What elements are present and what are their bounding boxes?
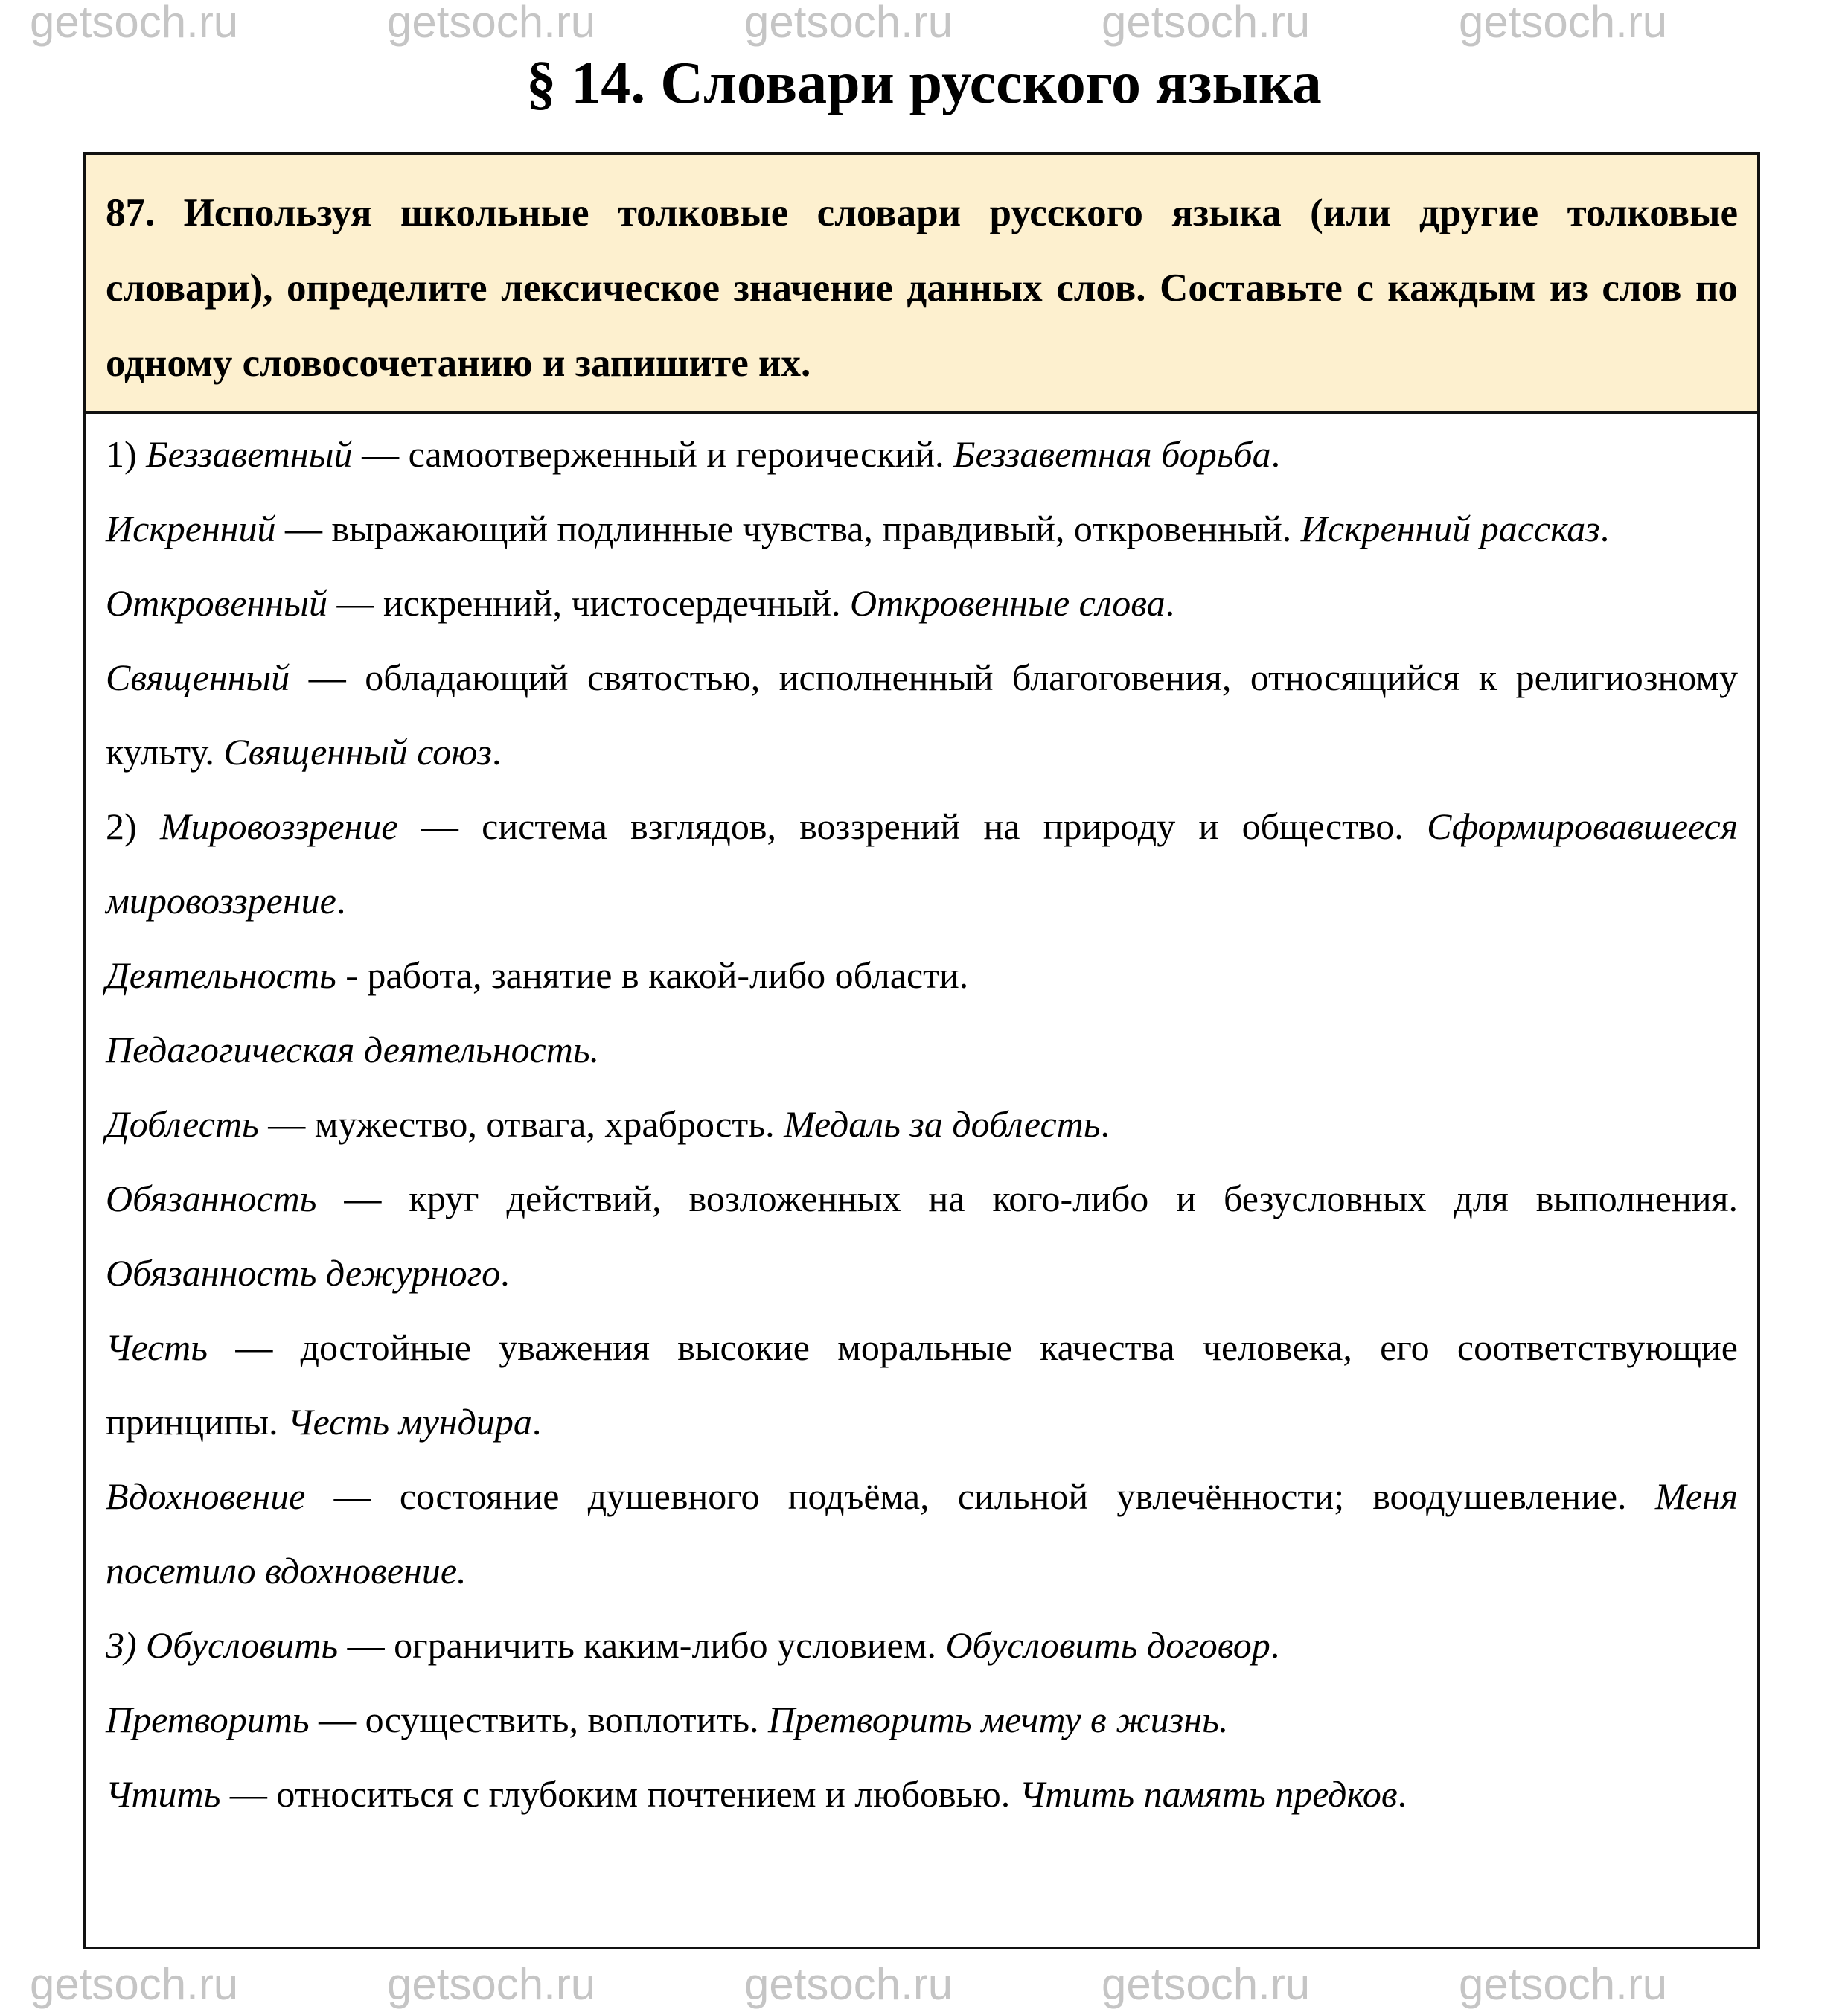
answer-entry — [106, 1012, 1738, 1087]
answer-text: . — [1599, 508, 1610, 549]
answer-italic-text: Беззаветный — [146, 433, 353, 475]
answer-entry — [106, 1459, 1738, 1608]
answers-list — [86, 414, 1757, 1831]
answer-entry — [106, 1161, 1738, 1310]
answer-italic-text: Искренний рассказ — [1300, 508, 1600, 549]
watermark: getsoch.ru — [1459, 0, 1668, 47]
answer-text: — ограничить каким-либо условием. — [338, 1624, 946, 1666]
answer-italic-text: Священный — [106, 657, 290, 698]
answer-text: — выражающий подлинные чувства, правдивый, откровенный. — [275, 508, 1301, 549]
answer-text: . — [531, 1401, 542, 1443]
watermark: getsoch.ru — [744, 0, 953, 47]
answer-entry — [106, 491, 1738, 566]
exercise-box — [83, 152, 1760, 1949]
answer-italic-text: Меня посетило вдохновение. — [106, 1475, 1738, 1591]
answer-italic-text: Искренний — [106, 508, 276, 549]
answer-entry — [106, 566, 1738, 640]
answer-text: — обладающий святостью, исполненный благоговения, относящийся к религиозному культу. — [106, 657, 1738, 773]
answer-entry — [106, 938, 1738, 1012]
watermark: getsoch.ru — [387, 0, 596, 47]
watermark: getsoch.ru — [744, 1959, 953, 2009]
answer-text: — мужество, отвага, храбрость. — [258, 1103, 784, 1145]
answer-text: . — [1397, 1773, 1407, 1815]
answer-italic-text: Педагогическая деятельность. — [106, 1029, 600, 1070]
answer-text: . — [1100, 1103, 1110, 1145]
answer-italic-text: Откровенные слова — [849, 582, 1166, 624]
answer-text: — состояние душевного подъёма, сильной увлечённости; воодушевление. — [305, 1475, 1655, 1517]
answer-entry — [106, 640, 1738, 789]
watermark: getsoch.ru — [30, 0, 239, 47]
answer-entry — [106, 789, 1738, 938]
watermark: getsoch.ru — [1459, 1959, 1668, 2009]
answer-italic-text: Обязанность дежурного — [106, 1252, 501, 1294]
answer-text: . — [336, 880, 346, 922]
answer-entry — [106, 1682, 1738, 1757]
answer-text: — достойные уважения высокие моральные качества человека, его соответствующие принципы. — [106, 1326, 1738, 1443]
answer-text: . — [1270, 1624, 1280, 1666]
answer-entry — [106, 1310, 1738, 1459]
answer-text: . — [1270, 433, 1281, 475]
answer-italic-text: Откровенный — [106, 582, 327, 624]
page-title: § 14. Словари русского языка — [526, 51, 1322, 116]
answer-text: . — [1165, 582, 1175, 624]
answer-italic-text: Медаль за доблесть — [784, 1103, 1101, 1145]
answer-text: . — [500, 1252, 510, 1294]
answer-italic-text: Вдохновение — [106, 1475, 306, 1517]
task-statement: 87. Используя школьные толковые словари русского языка (или другие толковые словари), определите лексическое значение данных слов. Составьте с каждым из слов по одному словосочетанию и запишите их. — [86, 155, 1757, 414]
answer-italic-text: Беззаветная борьба — [953, 433, 1271, 475]
watermark: getsoch.ru — [30, 1959, 239, 2009]
answer-italic-text: Честь мундира — [287, 1401, 532, 1443]
answer-entry — [106, 417, 1738, 491]
answer-italic-text: Священный союз — [223, 731, 492, 773]
watermark: getsoch.ru — [1102, 0, 1311, 47]
watermark: getsoch.ru — [1102, 1959, 1311, 2009]
answer-italic-text: Сформировавшееся мировоззрение — [106, 805, 1738, 922]
answer-text: . — [491, 731, 502, 773]
watermark: getsoch.ru — [387, 1959, 596, 2009]
answer-text: 2) — [106, 805, 160, 847]
answer-italic-text: Обусловить договор — [945, 1624, 1270, 1666]
answer-italic-text: Мировоззрение — [159, 805, 398, 847]
answer-text: — система взглядов, воззрений на природу и общество. — [397, 805, 1427, 847]
answer-italic-text: Доблесть — [106, 1103, 259, 1145]
answer-text: — самоотверженный и героический. — [352, 433, 953, 475]
answer-text: — осуществить, воплотить. — [309, 1699, 769, 1740]
answer-text: — относиться с глубоким почтением и любовью. — [220, 1773, 1020, 1815]
answer-italic-text: Чтить память предков — [1019, 1773, 1398, 1815]
answer-text: — искренний, чистосердечный. — [327, 582, 850, 624]
answer-italic-text: Обязанность — [106, 1178, 317, 1219]
answer-text: — круг действий, возложенных на кого-либо и безусловных для выполнения. — [316, 1178, 1738, 1219]
answer-text: 1) — [106, 433, 147, 475]
answer-entry — [106, 1087, 1738, 1161]
answer-italic-text: Претворить мечту в жизнь. — [768, 1699, 1229, 1740]
answer-italic-text: Претворить — [106, 1699, 310, 1740]
answer-entry — [106, 1608, 1738, 1682]
answer-italic-text: Деятельность — [106, 954, 336, 996]
answer-italic-text: 3) Обусловить — [106, 1624, 339, 1666]
answer-entry — [106, 1757, 1738, 1831]
answer-italic-text: Чтить — [106, 1773, 221, 1815]
answer-text: - работа, занятие в какой-либо области. — [336, 954, 969, 996]
answer-italic-text: Честь — [106, 1326, 208, 1368]
